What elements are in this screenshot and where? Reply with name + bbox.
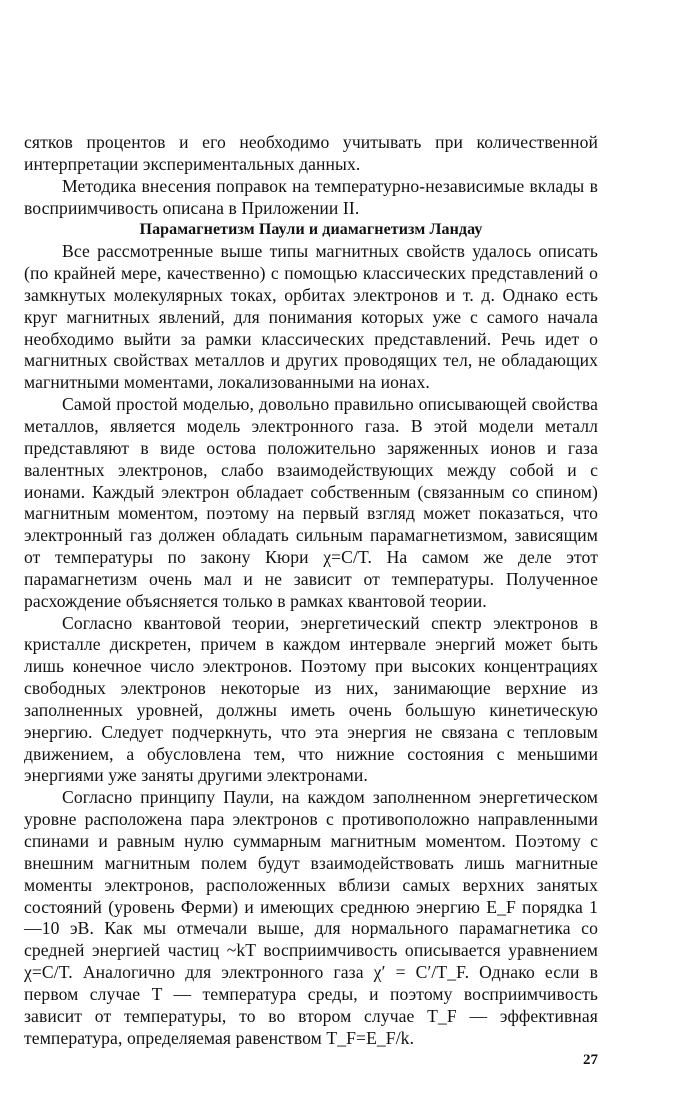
section-heading: Парамагнетизм Паули и диамагнетизм Ландау	[139, 221, 483, 239]
body-text	[24, 132, 598, 1049]
paragraph-continued: сятков процентов и его необходимо учитывать при количественной интерпретации экспериментальных данных.	[24, 132, 598, 174]
paragraph-intro: Все рассмотренные выше типы магнитных свойств удалось описать (по крайней мере, качественно) с помощью классических представлений о замкнутых молекулярных токах, орбитах электронов и т. д. Однако есть круг магнитных явлений, для понимания которых уже с самого начала необходимо выйти за рамки классических представлений. Речь идет о магнитных свойствах металлов и других проводящих тел, не обладающих магнитными моментами, локализованными на ионах.	[24, 241, 598, 393]
paragraph-quantum-theory: Согласно квантовой теории, энергетический спектр электронов в кристалле дискретен, причем в каждом интервале энергий может быть лишь конечное число электронов. Поэтому при высоких концентрациях свободных электронов некоторые из них, занимающие верхние из заполненных уровней, должны иметь очень большую кинетическую энергию. Следует подчеркнуть, что эта энергия не связана с тепловым движением, а обусловлена тем, что нижние состояния с меньшими энергиями уже заняты другими электронами.	[24, 612, 598, 786]
page-number: 27	[583, 1052, 598, 1068]
paragraph-electron-gas: Самой простой моделью, довольно правильно описывающей свойства металлов, является модель электронного газа. В этой модели металл представляют в виде остова положительно заряженных ионов и газа валентных электронов, слабо взаимодействующих между собой и с ионами. Каждый электрон обладает собственным (связанным со спином) магнитным моментом, поэтому на первый взгляд может показаться, что электронный газ должен обладать сильным парамагнетизмом, зависящим от температуры по закону Кюри χ=C/T. На самом же деле этот парамагнетизм очень мал и не зависит от температуры. Полученное расхождение объясняется только в рамках квантовой теории.	[24, 394, 598, 611]
paragraph-pauli-principle: Согласно принципу Паули, на каждом заполненном энергетическом уровне расположена пара электронов с противоположно направленными спинами и равным нулю суммарным магнитным моментом. Поэтому с внешним магнитным полем будут взаимодействовать лишь магнитные моменты электронов, расположенных вблизи самых верхних занятых состояний (уровень Ферми) и имеющих среднюю энергию E_F порядка 1—10 эВ. Как мы отмечали выше, для нормального парамагнетика со средней энергией частиц ~kT восприимчивость описывается уравнением χ=C/T. Аналогично для электронного газа χ′ = C′/T_F. Однако если в первом случае T — температура среды, и поэтому восприимчивость зависит от температуры, то во втором случае T_F — эффективная температура, определяемая равенством T_F=E_F/k.	[24, 787, 598, 1048]
paragraph-appendix-note: Методика внесения поправок на температурно-независимые вклады в восприимчивость описана в Приложении II.	[24, 175, 598, 218]
